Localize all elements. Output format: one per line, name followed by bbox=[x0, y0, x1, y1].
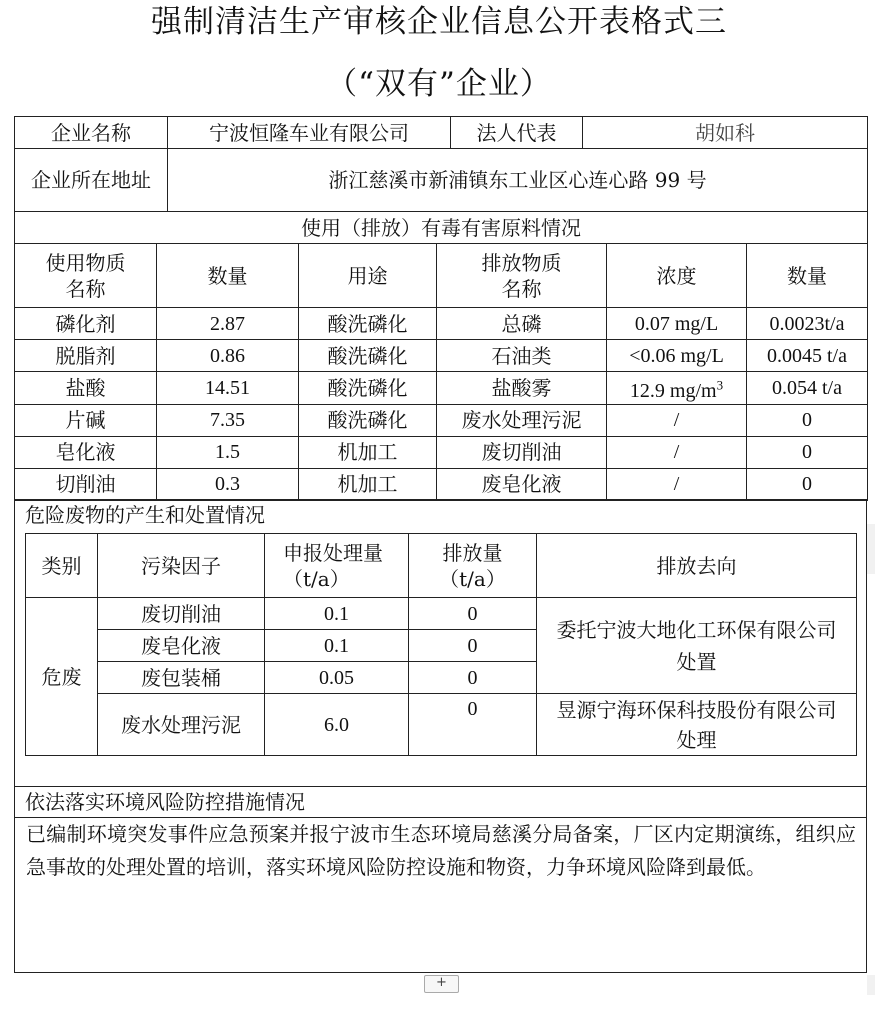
material-quantity: 7.35 bbox=[157, 404, 299, 436]
table-row bbox=[15, 468, 868, 500]
table-row bbox=[26, 598, 857, 630]
material-quantity: 0.86 bbox=[157, 340, 299, 372]
declared-amount: 6.0 bbox=[265, 694, 409, 756]
materials-table bbox=[14, 243, 868, 501]
emission-concentration: / bbox=[607, 468, 747, 500]
address-label: 企业所在地址 bbox=[15, 149, 168, 212]
document-title: 强制清洁生产审核企业信息公开表格式三 bbox=[151, 4, 727, 40]
material-name: 皂化液 bbox=[15, 436, 157, 468]
hazardous-waste-table bbox=[25, 533, 857, 756]
emission-quantity: 0 bbox=[747, 404, 868, 436]
emission-name: 废切削油 bbox=[437, 436, 607, 468]
destination: 委托宁波大地化工环保有限公司处置 bbox=[537, 598, 857, 694]
discharge-amount: 0 bbox=[409, 598, 537, 630]
company-info-table bbox=[14, 116, 868, 244]
material-name: 片碱 bbox=[15, 404, 157, 436]
material-quantity: 1.5 bbox=[157, 436, 299, 468]
material-usage: 酸洗磷化 bbox=[299, 308, 437, 340]
header-emission-name: 排放物质名称 bbox=[437, 244, 607, 308]
header-discharge-amount: 排放量（t/a） bbox=[409, 534, 537, 598]
add-page-button[interactable]: + bbox=[424, 975, 459, 993]
table-row bbox=[15, 308, 868, 340]
header-usage: 用途 bbox=[299, 244, 437, 308]
header-emission-quantity: 数量 bbox=[747, 244, 868, 308]
pollutant: 废水处理污泥 bbox=[98, 694, 265, 756]
scrollbar[interactable] bbox=[867, 975, 875, 995]
material-quantity: 2.87 bbox=[157, 308, 299, 340]
table-row bbox=[15, 404, 868, 436]
waste-category: 危废 bbox=[26, 598, 98, 756]
emission-quantity: 0.0045 t/a bbox=[747, 340, 868, 372]
material-usage: 机加工 bbox=[299, 436, 437, 468]
header-concentration: 浓度 bbox=[607, 244, 747, 308]
company-name: 宁波恒隆车业有限公司 bbox=[168, 117, 451, 149]
material-usage: 酸洗磷化 bbox=[299, 372, 437, 405]
table-row bbox=[15, 436, 868, 468]
emission-quantity: 0.054 t/a bbox=[747, 372, 868, 405]
hazardous-section-title: 危险废物的产生和处置情况 bbox=[25, 503, 265, 527]
pollutant: 废包装桶 bbox=[98, 662, 265, 694]
material-quantity: 0.3 bbox=[157, 468, 299, 500]
unit-exponent: 3 bbox=[716, 377, 724, 392]
table-row bbox=[26, 694, 857, 756]
pollutant: 废切削油 bbox=[98, 598, 265, 630]
material-usage: 酸洗磷化 bbox=[299, 340, 437, 372]
material-usage: 机加工 bbox=[299, 468, 437, 500]
emission-name: 石油类 bbox=[437, 340, 607, 372]
emission-quantity: 0.0023t/a bbox=[747, 308, 868, 340]
risk-measures-text: 已编制环境突发事件应急预案并报宁波市生态环境局慈溪分局备案，厂区内定期演练，组织应急事故的处理处置的培训，落实环境风险防控设施和物资，力争环境风险降到最低。 bbox=[26, 822, 856, 879]
material-name: 盐酸 bbox=[15, 372, 157, 405]
header-declared-amount: 申报处理量（t/a） bbox=[265, 534, 409, 598]
emission-name: 废皂化液 bbox=[437, 468, 607, 500]
header-category: 类别 bbox=[26, 534, 98, 598]
emission-concentration: / bbox=[607, 436, 747, 468]
material-usage: 酸洗磷化 bbox=[299, 404, 437, 436]
header-quantity: 数量 bbox=[157, 244, 299, 308]
company-name-label: 企业名称 bbox=[15, 117, 168, 149]
scrollbar[interactable] bbox=[867, 524, 875, 574]
discharge-amount: 0 bbox=[409, 662, 537, 694]
discharge-amount: 0 bbox=[409, 630, 537, 662]
discharge-amount: 0 bbox=[409, 694, 537, 756]
destination: 昱源宁海环保科技股份有限公司处理 bbox=[537, 694, 857, 756]
material-name: 切削油 bbox=[15, 468, 157, 500]
emission-name: 盐酸雾 bbox=[437, 372, 607, 405]
table-row bbox=[15, 340, 868, 372]
legal-rep-label: 法人代表 bbox=[451, 117, 583, 149]
material-quantity: 14.51 bbox=[157, 372, 299, 405]
materials-section-title: 使用（排放）有毒有害原料情况 bbox=[15, 212, 868, 244]
concentration-value: 12.9 $mg/m^3$ bbox=[629, 377, 724, 402]
emission-concentration: 0.07 mg/L bbox=[607, 308, 747, 340]
legal-rep-name: 胡如科 bbox=[583, 117, 868, 149]
emission-quantity: 0 bbox=[747, 468, 868, 500]
emission-concentration: / bbox=[607, 404, 747, 436]
emission-quantity: 0 bbox=[747, 436, 868, 468]
document-subtitle: （“双有”企业） bbox=[326, 66, 552, 102]
declared-amount: 0.1 bbox=[265, 598, 409, 630]
declared-amount: 0.1 bbox=[265, 630, 409, 662]
company-address: 浙江慈溪市新浦镇东工业区心连心路 99 号 bbox=[168, 149, 868, 212]
material-name: 脱脂剂 bbox=[15, 340, 157, 372]
table-row bbox=[15, 372, 868, 405]
emission-concentration bbox=[607, 372, 747, 405]
risk-section-title: 依法落实环境风险防控措施情况 bbox=[14, 786, 867, 818]
pollutant: 废皂化液 bbox=[98, 630, 265, 662]
emission-name: 总磷 bbox=[437, 308, 607, 340]
declared-amount: 0.05 bbox=[265, 662, 409, 694]
header-destination: 排放去向 bbox=[537, 534, 857, 598]
emission-concentration: <0.06 mg/L bbox=[607, 340, 747, 372]
header-material-name: 使用物质名称 bbox=[15, 244, 157, 308]
header-pollutant: 污染因子 bbox=[98, 534, 265, 598]
emission-name: 废水处理污泥 bbox=[437, 404, 607, 436]
material-name: 磷化剂 bbox=[15, 308, 157, 340]
